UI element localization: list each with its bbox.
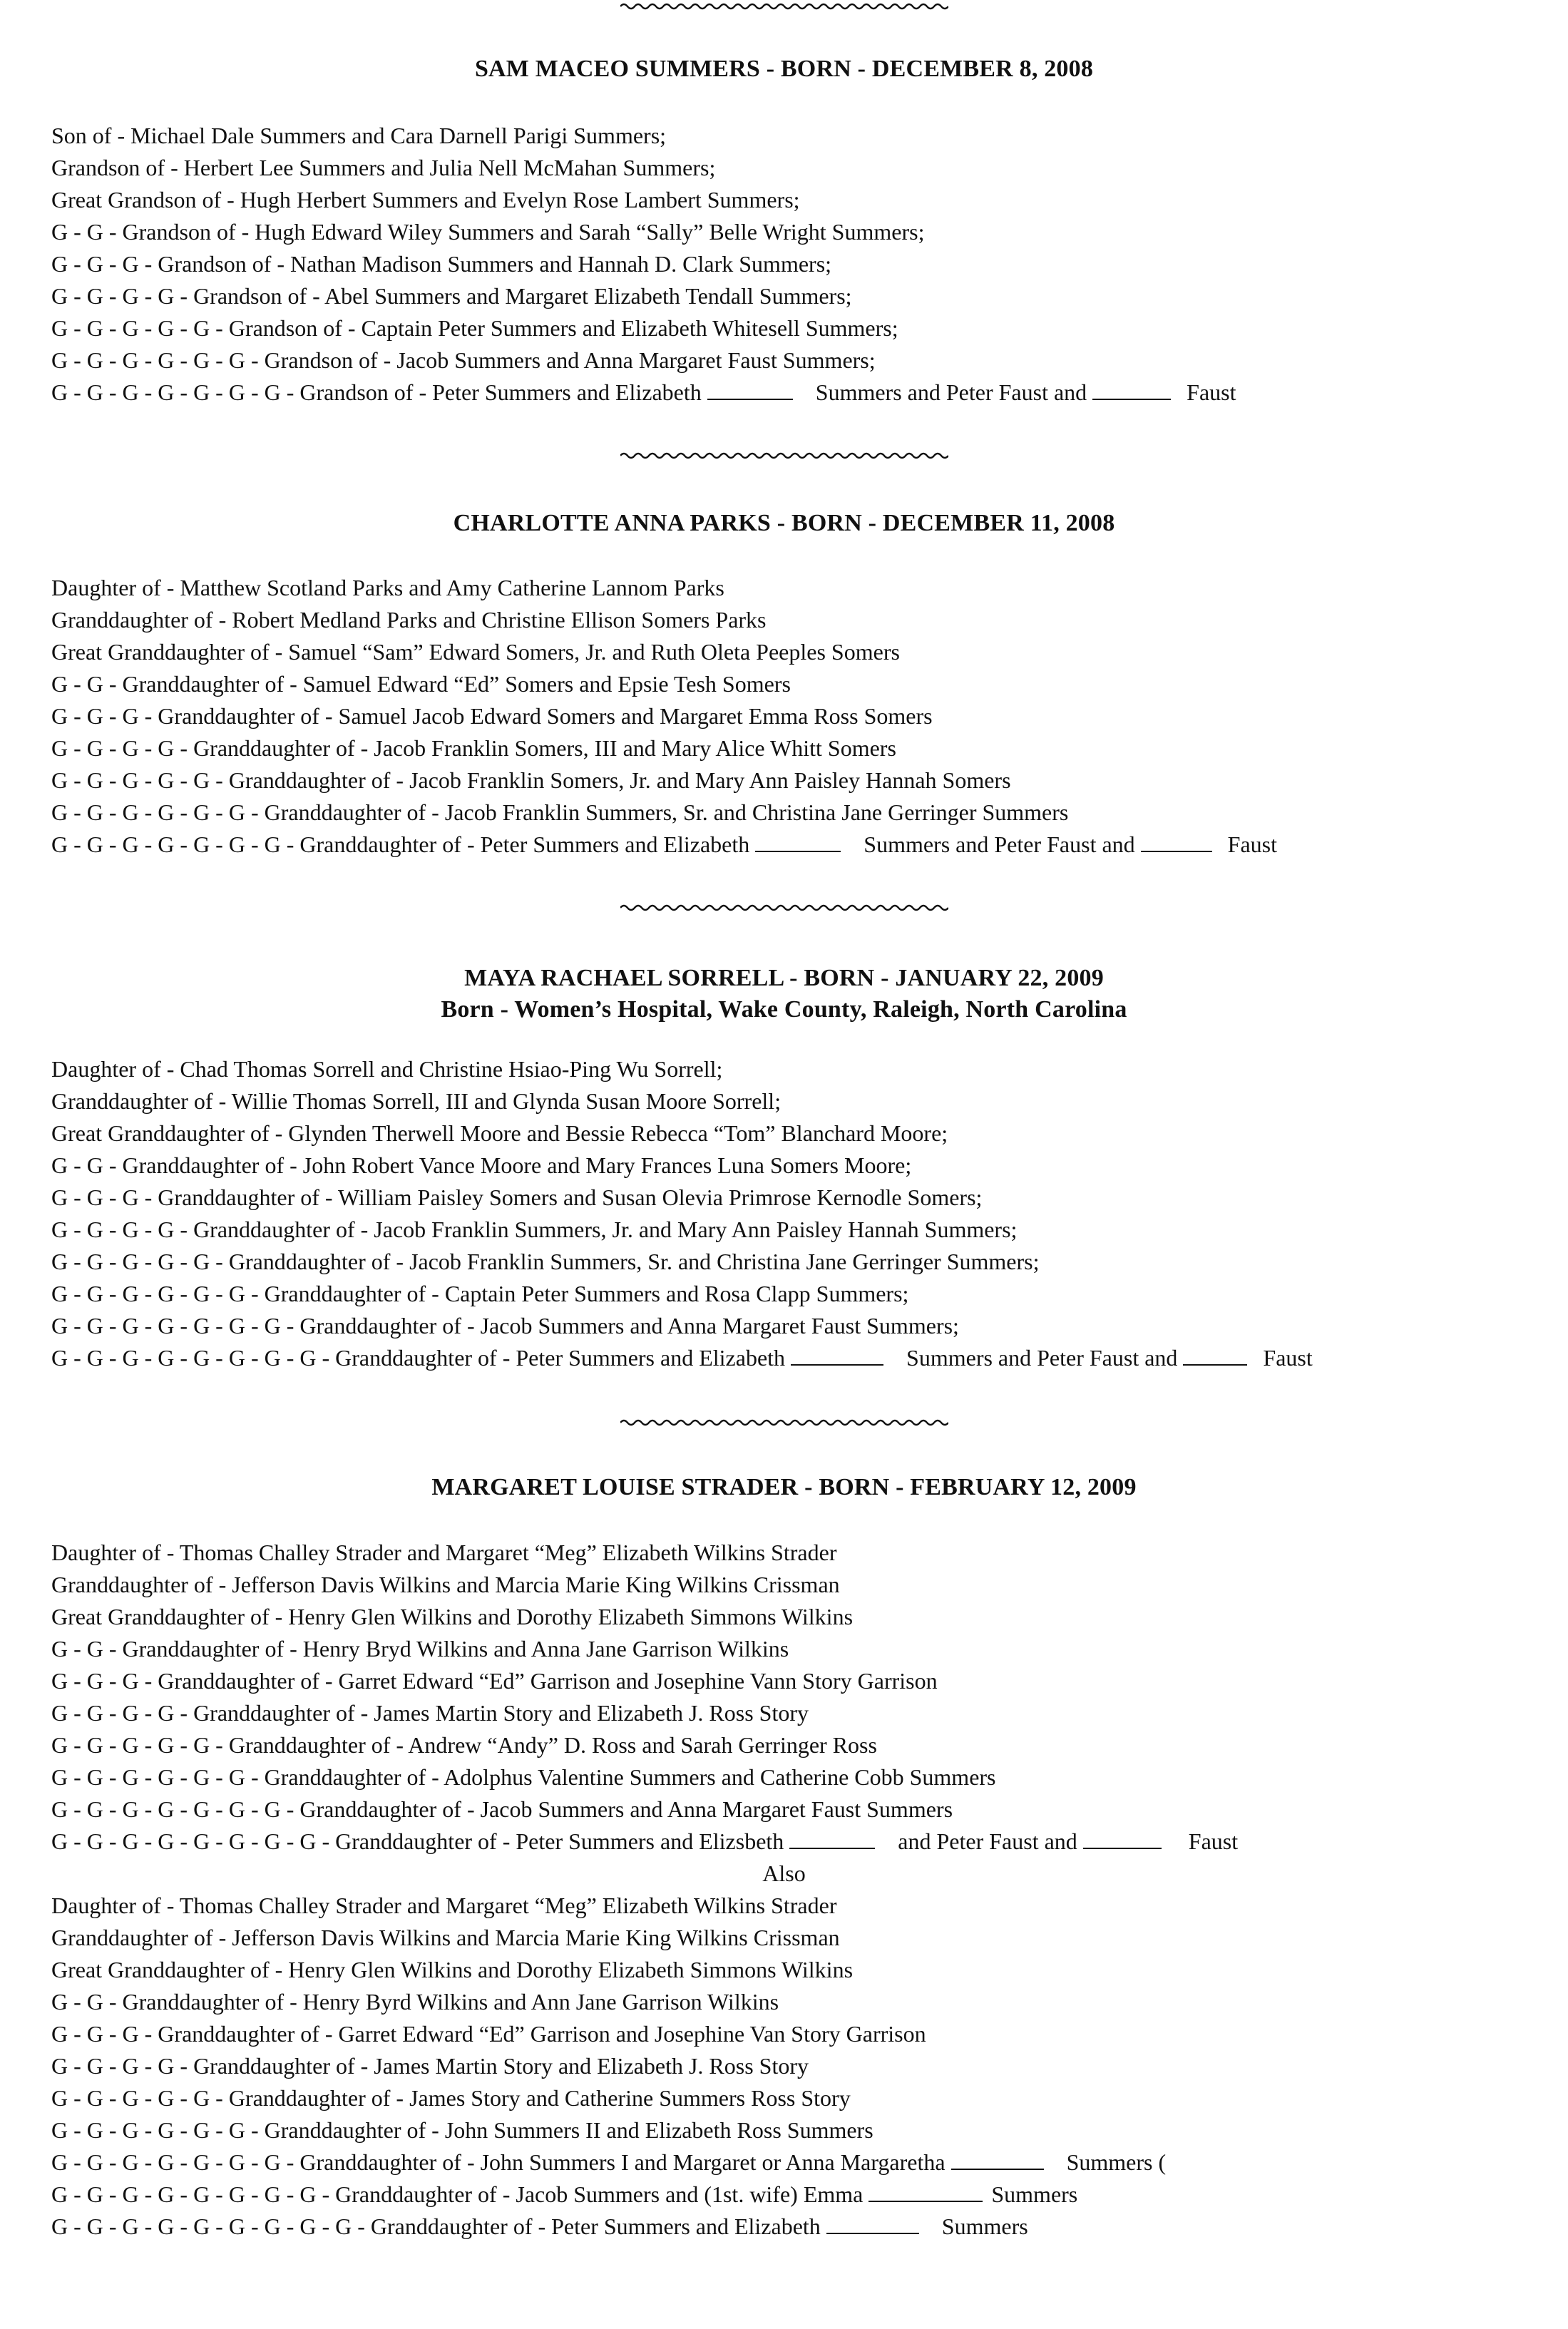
lineage-line: G - G - Granddaughter of - Samuel Edward “Ed” Somers and Epsie Tesh Somers <box>51 671 791 697</box>
lineage-line: G - G - G - G - G - G - Granddaughter of - John Summers II and Elizabeth Ross Summers <box>51 2117 873 2143</box>
line-part: Summers and Peter Faust and <box>864 831 1135 857</box>
line-part: Faust <box>1263 1345 1313 1371</box>
lineage-line-blank <box>51 2211 1534 2243</box>
lineage-line: G - G - G - G - G - G - Granddaughter of - Jacob Franklin Summers, Sr. and Christina Jane Gerringer Summers <box>51 799 1069 825</box>
lineage-line-blank <box>51 1342 1534 1374</box>
lineage-line-blank <box>51 377 1534 409</box>
line-part: Summers ( <box>1066 2149 1167 2175</box>
lineage-line: G - G - G - G - G - G - G - Granddaughter of - Jacob Summers and Anna Margaret Faust Summers; <box>51 1313 959 1338</box>
blank-underline <box>868 2182 983 2202</box>
section-1-lines <box>51 120 1534 409</box>
separator <box>620 1418 948 1428</box>
lineage-line-blank <box>51 2146 1534 2179</box>
lineage-line: Grandson of - Herbert Lee Summers and Julia Nell McMahan Summers; <box>51 155 716 180</box>
lineage-line: G - G - G - G - G - Granddaughter of - James Story and Catherine Summers Ross Story <box>51 2085 851 2111</box>
lineage-line: G - G - G - Granddaughter of - Garret Edward “Ed” Garrison and Josephine Van Story Garrison <box>51 2021 926 2047</box>
lineage-line: Granddaughter of - Robert Medland Parks and Christine Ellison Somers Parks <box>51 607 767 633</box>
line-part: Summers and Peter Faust and <box>815 379 1087 405</box>
blank-underline <box>789 1829 875 1849</box>
section-1-title: SAM MACEO SUMMERS - BORN - DECEMBER 8, 2008 <box>474 56 1094 82</box>
line-part: Faust <box>1188 1828 1239 1854</box>
separator <box>620 903 948 913</box>
section-3-lines <box>51 1053 1534 1374</box>
section-3-title: MAYA RACHAEL SORRELL - BORN - JANUARY 22, 2009 <box>464 965 1104 991</box>
lineage-line: G - G - G - G - G - Granddaughter of - Jacob Franklin Somers, Jr. and Mary Ann Paisley Hannah Somers <box>51 767 1011 793</box>
lineage-line: Great Granddaughter of - Glynden Therwell Moore and Bessie Rebecca “Tom” Blanchard Moore; <box>51 1120 948 1146</box>
lineage-line-blank <box>51 2179 1534 2211</box>
line-part: G - G - G - G - G - G - G - Granddaughter of - John Summers I and Margaret or Anna Margaretha <box>51 2149 946 2175</box>
lineage-line: G - G - Granddaughter of - Henry Bryd Wilkins and Anna Jane Garrison Wilkins <box>51 1636 789 1662</box>
also-label: Also <box>762 1860 806 1886</box>
lineage-line: Daughter of - Chad Thomas Sorrell and Christine Hsiao-Ping Wu Sorrell; <box>51 1056 723 1082</box>
lineage-line: G - G - G - Grandson of - Nathan Madison Summers and Hannah D. Clark Summers; <box>51 251 832 277</box>
lineage-line: G - G - G - G - Granddaughter of - Jacob Franklin Summers, Jr. and Mary Ann Paisley Hannah Summers; <box>51 1217 1018 1242</box>
line-part: G - G - G - G - G - G - G - G - Granddaughter of - Jacob Summers and (1st. wife) Emma <box>51 2181 864 2207</box>
lineage-line: Daughter of - Matthew Scotland Parks and Amy Catherine Lannom Parks <box>51 575 724 600</box>
lineage-line: G - G - G - G - Granddaughter of - Jacob Franklin Somers, III and Mary Alice Whitt Somers <box>51 735 896 761</box>
lineage-line: G - G - G - Granddaughter of - Samuel Jacob Edward Somers and Margaret Emma Ross Somers <box>51 703 933 729</box>
blank-underline <box>1141 832 1212 852</box>
line-part: Summers and Peter Faust and <box>906 1345 1178 1371</box>
line-part: G - G - G - G - G - G - G - Grandson of - Peter Summers and Elizabeth <box>51 379 702 405</box>
lineage-line: G - G - G - G - Grandson of - Abel Summers and Margaret Elizabeth Tendall Summers; <box>51 283 852 309</box>
line-part: Summers <box>991 2181 1078 2207</box>
blank-underline <box>826 2214 919 2234</box>
blank-underline <box>1183 1346 1247 1366</box>
separator <box>620 451 948 461</box>
lineage-line: G - G - Granddaughter of - Henry Byrd Wilkins and Ann Jane Garrison Wilkins <box>51 1989 779 2015</box>
lineage-line: Son of - Michael Dale Summers and Cara Darnell Parigi Summers; <box>51 123 667 148</box>
blank-underline <box>707 380 793 400</box>
line-part: G - G - G - G - G - G - G - G - G - Granddaughter of - Peter Summers and Elizabeth <box>51 2213 821 2239</box>
blank-underline <box>951 2150 1044 2170</box>
lineage-line: G - G - Granddaughter of - John Robert Vance Moore and Mary Frances Luna Somers Moore; <box>51 1152 912 1178</box>
lineage-line: G - G - G - G - G - G - G - Granddaughter of - Jacob Summers and Anna Margaret Faust Summers <box>51 1796 953 1822</box>
lineage-line: Granddaughter of - Willie Thomas Sorrell, III and Glynda Susan Moore Sorrell; <box>51 1088 782 1114</box>
section-2-title: CHARLOTTE ANNA PARKS - BORN - DECEMBER 11, 2008 <box>453 510 1115 536</box>
lineage-line: G - G - G - Granddaughter of - William Paisley Somers and Susan Olevia Primrose Kernodle Somers; <box>51 1184 983 1210</box>
lineage-line: G - G - G - Granddaughter of - Garret Edward “Ed” Garrison and Josephine Vann Story Garrison <box>51 1668 938 1694</box>
lineage-line: G - G - G - G - Granddaughter of - James Martin Story and Elizabeth J. Ross Story <box>51 1700 809 1726</box>
section-4-lines <box>51 1537 1534 2243</box>
blank-underline <box>1092 380 1171 400</box>
line-part: Summers <box>941 2213 1028 2239</box>
lineage-line: G - G - G - G - G - Grandson of - Captain Peter Summers and Elizabeth Whitesell Summers; <box>51 315 898 341</box>
blank-underline <box>791 1346 883 1366</box>
section-2-lines <box>51 572 1534 861</box>
lineage-line: G - G - G - G - G - G - Grandson of - Jacob Summers and Anna Margaret Faust Summers; <box>51 347 876 373</box>
lineage-line: Great Granddaughter of - Samuel “Sam” Edward Somers, Jr. and Ruth Oleta Peeples Somers <box>51 639 900 665</box>
lineage-line: G - G - G - G - G - Granddaughter of - Andrew “Andy” D. Ross and Sarah Gerringer Ross <box>51 1732 877 1758</box>
line-part: G - G - G - G - G - G - G - G - Granddaughter of - Peter Summers and Elizsbeth <box>51 1828 784 1854</box>
lineage-line: Great Granddaughter of - Henry Glen Wilkins and Dorothy Elizabeth Simmons Wilkins <box>51 1604 854 1629</box>
section-3-subtitle: Born - Women’s Hospital, Wake County, Raleigh, North Carolina <box>441 996 1127 1023</box>
lineage-line: Daughter of - Thomas Challey Strader and Margaret “Meg” Elizabeth Wilkins Strader <box>51 1893 837 1918</box>
lineage-line: Granddaughter of - Jefferson Davis Wilkins and Marcia Marie King Wilkins Crissman <box>51 1572 840 1597</box>
line-part: G - G - G - G - G - G - G - Granddaughter of - Peter Summers and Elizabeth <box>51 831 750 857</box>
lineage-line-blank <box>51 1826 1534 1858</box>
lineage-line-blank <box>51 829 1534 861</box>
blank-underline <box>755 832 841 852</box>
lineage-line: G - G - G - G - G - Granddaughter of - Jacob Franklin Summers, Sr. and Christina Jane Gerringer Summers; <box>51 1249 1040 1274</box>
lineage-line: G - G - G - G - G - G - Granddaughter of - Adolphus Valentine Summers and Catherine Cobb Summers <box>51 1764 996 1790</box>
lineage-line: G - G - G - G - G - G - Granddaughter of - Captain Peter Summers and Rosa Clapp Summers; <box>51 1281 909 1306</box>
lineage-line: Daughter of - Thomas Challey Strader and Margaret “Meg” Elizabeth Wilkins Strader <box>51 1540 837 1565</box>
lineage-line: Great Grandson of - Hugh Herbert Summers and Evelyn Rose Lambert Summers; <box>51 187 800 213</box>
line-part: Faust <box>1227 831 1277 857</box>
separator-top <box>620 1 948 11</box>
line-part: and Peter Faust and <box>898 1828 1077 1854</box>
lineage-line: G - G - G - G - Granddaughter of - James Martin Story and Elizabeth J. Ross Story <box>51 2053 809 2079</box>
blank-underline <box>1083 1829 1162 1849</box>
line-part: G - G - G - G - G - G - G - G - Granddaughter of - Peter Summers and Elizabeth <box>51 1345 786 1371</box>
lineage-line: Granddaughter of - Jefferson Davis Wilkins and Marcia Marie King Wilkins Crissman <box>51 1925 840 1950</box>
lineage-line: Great Granddaughter of - Henry Glen Wilkins and Dorothy Elizabeth Simmons Wilkins <box>51 1957 854 1982</box>
section-4-title: MARGARET LOUISE STRADER - BORN - FEBRUARY 12, 2009 <box>431 1474 1137 1500</box>
lineage-line: G - G - Grandson of - Hugh Edward Wiley Summers and Sarah “Sally” Belle Wright Summers; <box>51 219 925 245</box>
line-part: Faust <box>1187 379 1236 405</box>
